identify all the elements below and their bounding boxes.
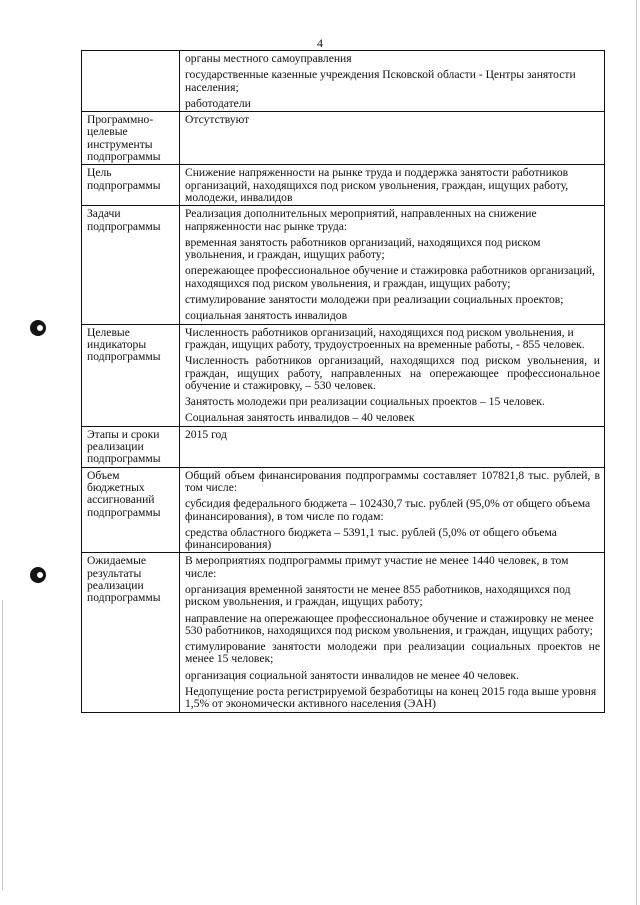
content-paragraph: государственные казенные учреждения Псковской области - Центры занятости населения; <box>185 68 576 94</box>
row-label: Этапы и сроки реализации подпрограммы <box>82 426 180 467</box>
content-paragraph: Реализация дополнительных мероприятий, направленных на снижение напряженности нас рынке труда: <box>185 207 537 233</box>
table-row <box>82 112 605 165</box>
row-label: Программно-целевые инструменты подпрограммы <box>82 112 180 165</box>
punch-hole-mark <box>30 567 46 583</box>
row-label: Цель подпрограммы <box>82 165 180 206</box>
content-paragraph: Численность работников организаций, находящихся под риском увольнения, и граждан, ищущих работу, направленных на опережающее профессиональное обучение и стажировку, – 530 человек. <box>185 354 600 392</box>
row-content <box>180 112 605 165</box>
row-content <box>180 467 605 553</box>
row-label: Целевые индикаторы подпрограммы <box>82 324 180 426</box>
content-paragraph: 2015 год <box>185 427 227 441</box>
table-row <box>82 426 605 467</box>
content-paragraph: организация временной занятости не менее 855 работников, находящихся под риском увольнения, и граждан, ищущих работу; <box>185 582 571 609</box>
row-content <box>180 165 605 206</box>
content-paragraph: Общий объем финансирования подпрограммы составляет 107821,8 тыс. рублей, в том числе: <box>185 468 600 494</box>
content-paragraph: социальная занятость инвалидов <box>185 309 348 323</box>
table-row <box>82 206 605 324</box>
content-paragraph: опережающее профессиональное обучение и стажировка работников организаций, находящихся под риском увольнения, и граждан, ищущих работу; <box>185 264 595 290</box>
content-paragraph: В мероприятиях подпрограммы примут участие не менее 1440 человек, в том числе: <box>185 554 569 580</box>
row-label <box>82 51 180 112</box>
content-paragraph: Социальная занятость инвалидов – 40 человек <box>185 411 415 425</box>
row-content <box>180 553 605 712</box>
row-content <box>180 426 605 467</box>
content-paragraph: Занятость молодежи при реализации социальных проектов – 15 человек. <box>185 395 545 409</box>
table-row <box>82 553 605 712</box>
content-paragraph: Отсутствуют <box>185 113 250 127</box>
content-paragraph: Численность работников организаций, находящихся под риском увольнения, и граждан, ищущих работу, трудоустроенных на временные работы, - 855 человек. <box>185 325 585 351</box>
content-paragraph: Снижение напряженности на рынке труда и поддержка занятости работников организаций, находящихся под риском увольнения, граждан, ищущих работу, молодежи, инвалидов <box>185 166 569 204</box>
page-number: 4 <box>317 36 323 50</box>
content-paragraph: органы местного самоуправления <box>185 52 352 65</box>
table-row <box>82 324 605 426</box>
content-paragraph: работодатели <box>185 96 251 110</box>
row-label: Ожидаемые результаты реализации подпрограммы <box>82 553 180 712</box>
content-paragraph: средства областного бюджета – 5391,1 тыс. рублей (5,0% от общего объема финансирования) <box>185 525 557 552</box>
content-paragraph: Недопущение роста регистрируемой безработицы на конец 2015 года выше уровня 1,5% от экономически активного населения (ЭАН) <box>185 685 597 711</box>
content-paragraph: направление на опережающее профессиональное обучение и стажировку не менее 530 работников, находящихся под риском увольнения, и граждан, ищущих работу; <box>185 611 594 637</box>
row-content <box>180 51 605 112</box>
table-row <box>82 51 605 112</box>
content-paragraph: субсидия федерального бюджета – 102430,7 тыс. рублей (95,0% от общего объема финансирования), в том числе по годам: <box>185 497 591 523</box>
content-paragraph: стимулирование занятости молодежи при реализации социальных проектов не менее 15 человек; <box>185 640 600 666</box>
table-row <box>82 165 605 206</box>
row-label: Задачи подпрограммы <box>82 206 180 324</box>
table-row <box>82 467 605 553</box>
content-paragraph: временная занятость работников организаций, находящихся под риском увольнения, и граждан, ищущих работу; <box>185 235 541 262</box>
content-paragraph: стимулирование занятости молодежи при реализации социальных проектов; <box>185 293 564 307</box>
scan-edge-line <box>2 600 3 890</box>
content-paragraph: организация социальной занятости инвалидов не менее 40 человек. <box>185 668 519 682</box>
row-label: Объем бюджетных ассигнований подпрограммы <box>82 467 180 553</box>
scan-edge-line <box>636 0 637 905</box>
row-content <box>180 206 605 324</box>
punch-hole-mark <box>30 320 46 336</box>
row-content <box>180 324 605 426</box>
passport-table <box>81 50 605 713</box>
